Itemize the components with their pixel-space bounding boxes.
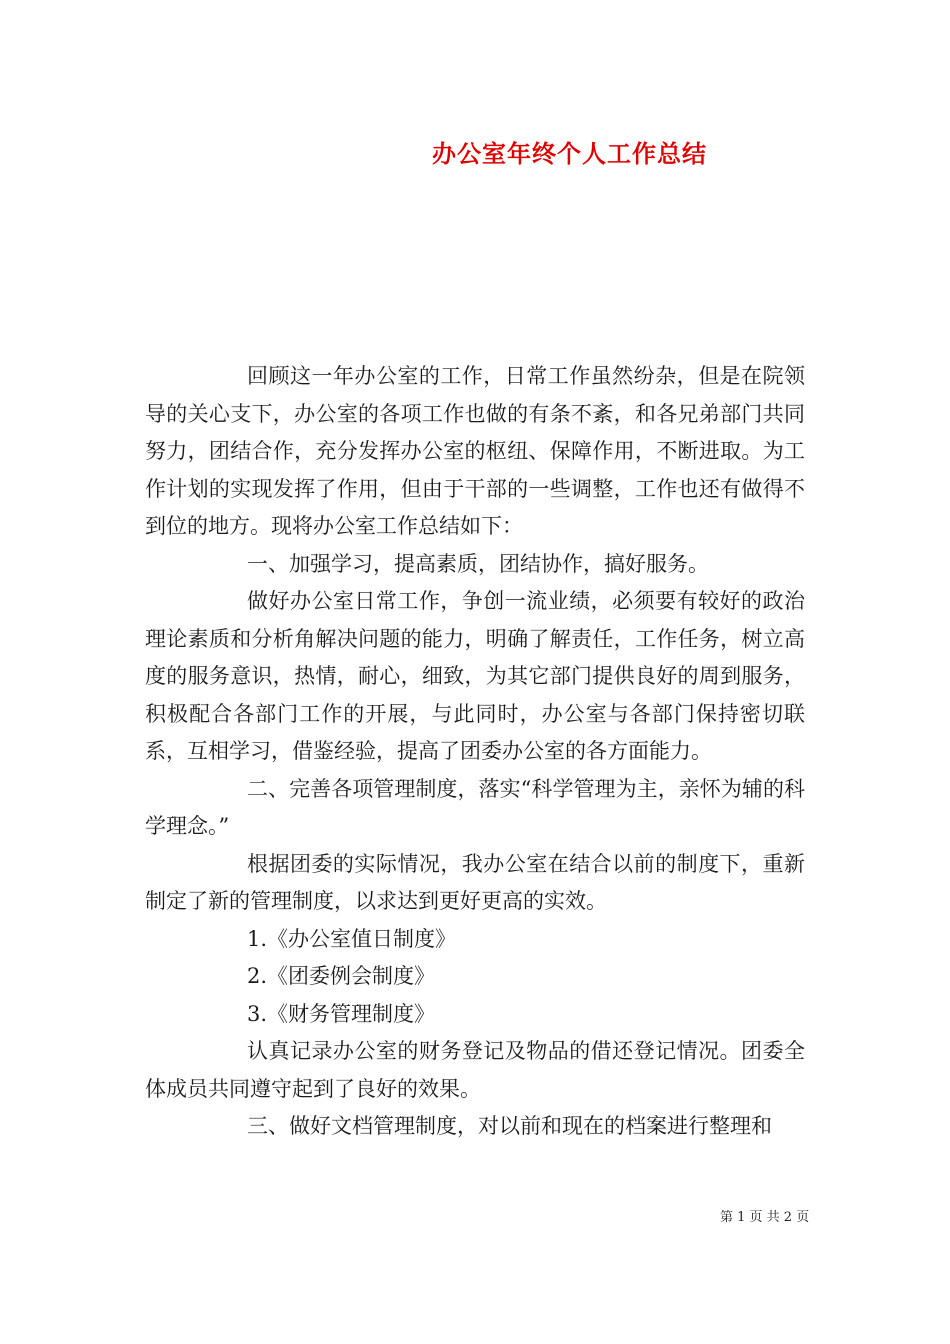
paragraph-records: 认真记录办公室的财务登记及物品的借还登记情况。团委全体成员共同遵守起到了良好的效果。 [145,1039,805,1101]
list-item: 1.《办公室值日制度》 [247,926,457,951]
section-heading-3: 三、做好文档管理制度，对以前和现在的档案进行整理和 [247,1114,772,1138]
document-body [145,358,805,1146]
document-title: 办公室年终个人工作总结 [432,140,707,168]
list-item: 3.《财务管理制度》 [247,1001,436,1026]
section-heading-1: 一、加强学习，提高素质，团结协作，搞好服务。 [247,551,709,576]
page-number-footer: 第 1 页 共 2 页 [720,1210,810,1225]
section-heading-2: 二、完善各项管理制度，落实“科学管理为主，亲怀为辅的科学理念。” [145,776,805,838]
paragraph-section-2: 根据团委的实际情况，我办公室在结合以前的制度下，重新制定了新的管理制度，以求达到更好更高的实效。 [145,851,805,913]
list-item: 2.《团委例会制度》 [247,964,436,988]
paragraph-intro: 回顾这一年办公室的工作，日常工作虽然纷杂，但是在院领导的关心支下，办公室的各项工作也做的有条不紊，和各兄弟部门共同努力，团结合作，充分发挥办公室的枢纽、保障作用，不断进取。为工作计划的实现发挥了作用，但由于干部的一些调整，工作也还有做得不到位的地方。现将办公室工作总结如下： [145,364,805,538]
paragraph-section-1: 做好办公室日常工作，争创一流业绩，必须要有较好的政治理论素质和分析角解决问题的能力，明确了解责任，工作任务，树立高度的服务意识，热情，耐心，细致，为其它部门提供良好的周到服务，积极配合各部门工作的开展，与此同时，办公室与各部门保持密切联系，互相学习，借鉴经验，提高了团委办公室的各方面能力。 [145,589,805,763]
